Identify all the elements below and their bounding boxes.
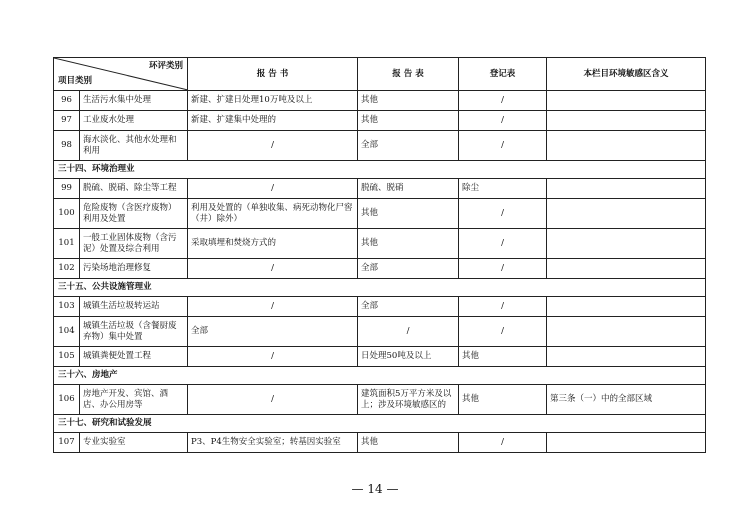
row-project-name: 城镇生活垃圾（含餐厨废弃物）集中处置	[80, 317, 188, 347]
row-report-book: /	[188, 347, 358, 367]
row-number: 96	[54, 91, 80, 111]
row-number: 105	[54, 347, 80, 367]
row-number: 101	[54, 229, 80, 259]
row-number: 98	[54, 131, 80, 161]
table-row	[54, 347, 706, 367]
row-report-book: /	[188, 297, 358, 317]
section-row	[54, 161, 706, 179]
row-register-form: /	[459, 297, 547, 317]
header-register-form: 登记表	[459, 58, 547, 91]
row-number: 103	[54, 297, 80, 317]
row-sensitive-area: 第三条（一）中的全部区域	[547, 385, 706, 415]
row-number: 100	[54, 199, 80, 229]
section-heading: 三十六、房地产	[54, 367, 706, 385]
section-heading: 三十四、环境治理业	[54, 161, 706, 179]
row-sensitive-area	[547, 91, 706, 111]
row-sensitive-area	[547, 347, 706, 367]
row-sensitive-area	[547, 131, 706, 161]
row-report-book: 新建、扩建集中处理的	[188, 111, 358, 131]
row-report-form: 全部	[358, 131, 459, 161]
header-project-label: 项目类别	[58, 76, 93, 86]
row-project-name: 城镇生活垃圾转运站	[80, 297, 188, 317]
row-project-name: 一般工业固体废物（含污泥）处置及综合利用	[80, 229, 188, 259]
row-register-form: /	[459, 91, 547, 111]
row-report-book: /	[188, 131, 358, 161]
row-report-book: 利用及处置的（单独收集、病死动物化尸窖（井）除外）	[188, 199, 358, 229]
table-row	[54, 199, 706, 229]
section-heading: 三十七、研究和试验发展	[54, 415, 706, 433]
row-sensitive-area	[547, 297, 706, 317]
row-register-form: /	[459, 229, 547, 259]
row-register-form: /	[459, 317, 547, 347]
row-register-form: /	[459, 199, 547, 229]
table-row	[54, 111, 706, 131]
header-sensitive-area: 本栏目环境敏感区含义	[547, 58, 706, 91]
row-report-book: 新建、扩建日处理10万吨及以上	[188, 91, 358, 111]
row-project-name: 危险废物（含医疗废物）利用及处置	[80, 199, 188, 229]
row-project-name: 脱硫、脱硝、除尘等工程	[80, 179, 188, 199]
table-row	[54, 433, 706, 453]
row-report-book: /	[188, 259, 358, 279]
page-number: — 14 —	[351, 482, 399, 496]
table-row	[54, 317, 706, 347]
row-register-form: 除尘	[459, 179, 547, 199]
row-project-name: 污染场地治理修复	[80, 259, 188, 279]
row-register-form: /	[459, 131, 547, 161]
row-sensitive-area	[547, 229, 706, 259]
row-number: 107	[54, 433, 80, 453]
row-report-form: 其他	[358, 229, 459, 259]
section-row	[54, 415, 706, 433]
row-project-name: 城镇粪便处置工程	[80, 347, 188, 367]
header-report-book: 报 告 书	[188, 58, 358, 91]
row-register-form: /	[459, 433, 547, 453]
table-row	[54, 179, 706, 199]
row-report-book: 采取填埋和焚烧方式的	[188, 229, 358, 259]
row-report-form: /	[358, 317, 459, 347]
table-row	[54, 385, 706, 415]
row-register-form: /	[459, 111, 547, 131]
section-row	[54, 367, 706, 385]
row-project-name: 工业废水处理	[80, 111, 188, 131]
table-row	[54, 131, 706, 161]
table-row	[54, 259, 706, 279]
row-sensitive-area	[547, 317, 706, 347]
table-row	[54, 297, 706, 317]
row-report-form: 其他	[358, 199, 459, 229]
row-number: 106	[54, 385, 80, 415]
row-report-form: 全部	[358, 297, 459, 317]
row-number: 104	[54, 317, 80, 347]
row-report-form: 其他	[358, 433, 459, 453]
header-corner-cell	[54, 58, 188, 91]
row-project-name: 房地产开发、宾馆、酒店、办公用房等	[80, 385, 188, 415]
table-header-row	[54, 58, 706, 91]
section-heading: 三十五、公共设施管理业	[54, 279, 706, 297]
section-row	[54, 279, 706, 297]
row-report-form: 建筑面积5万平方米及以上；涉及环境敏感区的	[358, 385, 459, 415]
table-row	[54, 91, 706, 111]
row-number: 102	[54, 259, 80, 279]
row-sensitive-area	[547, 433, 706, 453]
row-report-book: 全部	[188, 317, 358, 347]
header-report-form: 报 告 表	[358, 58, 459, 91]
row-number: 99	[54, 179, 80, 199]
row-project-name: 生活污水集中处理	[80, 91, 188, 111]
row-project-name: 专业实验室	[80, 433, 188, 453]
row-register-form: 其他	[459, 385, 547, 415]
row-report-book: P3、P4生物安全实验室；转基因实验室	[188, 433, 358, 453]
table-row	[54, 229, 706, 259]
row-report-book: /	[188, 385, 358, 415]
row-report-form: 日处理50吨及以上	[358, 347, 459, 367]
row-sensitive-area	[547, 111, 706, 131]
row-project-name: 海水淡化、其他水处理和利用	[80, 131, 188, 161]
row-report-form: 全部	[358, 259, 459, 279]
row-sensitive-area	[547, 179, 706, 199]
project-category-table	[53, 57, 706, 453]
row-sensitive-area	[547, 259, 706, 279]
row-sensitive-area	[547, 199, 706, 229]
row-register-form: /	[459, 259, 547, 279]
header-category-label: 环评类别	[148, 61, 183, 71]
row-report-form: 脱硫、脱硝	[358, 179, 459, 199]
row-report-form: 其他	[358, 111, 459, 131]
row-number: 97	[54, 111, 80, 131]
row-register-form: 其他	[459, 347, 547, 367]
row-report-form: 其他	[358, 91, 459, 111]
row-report-book: /	[188, 179, 358, 199]
